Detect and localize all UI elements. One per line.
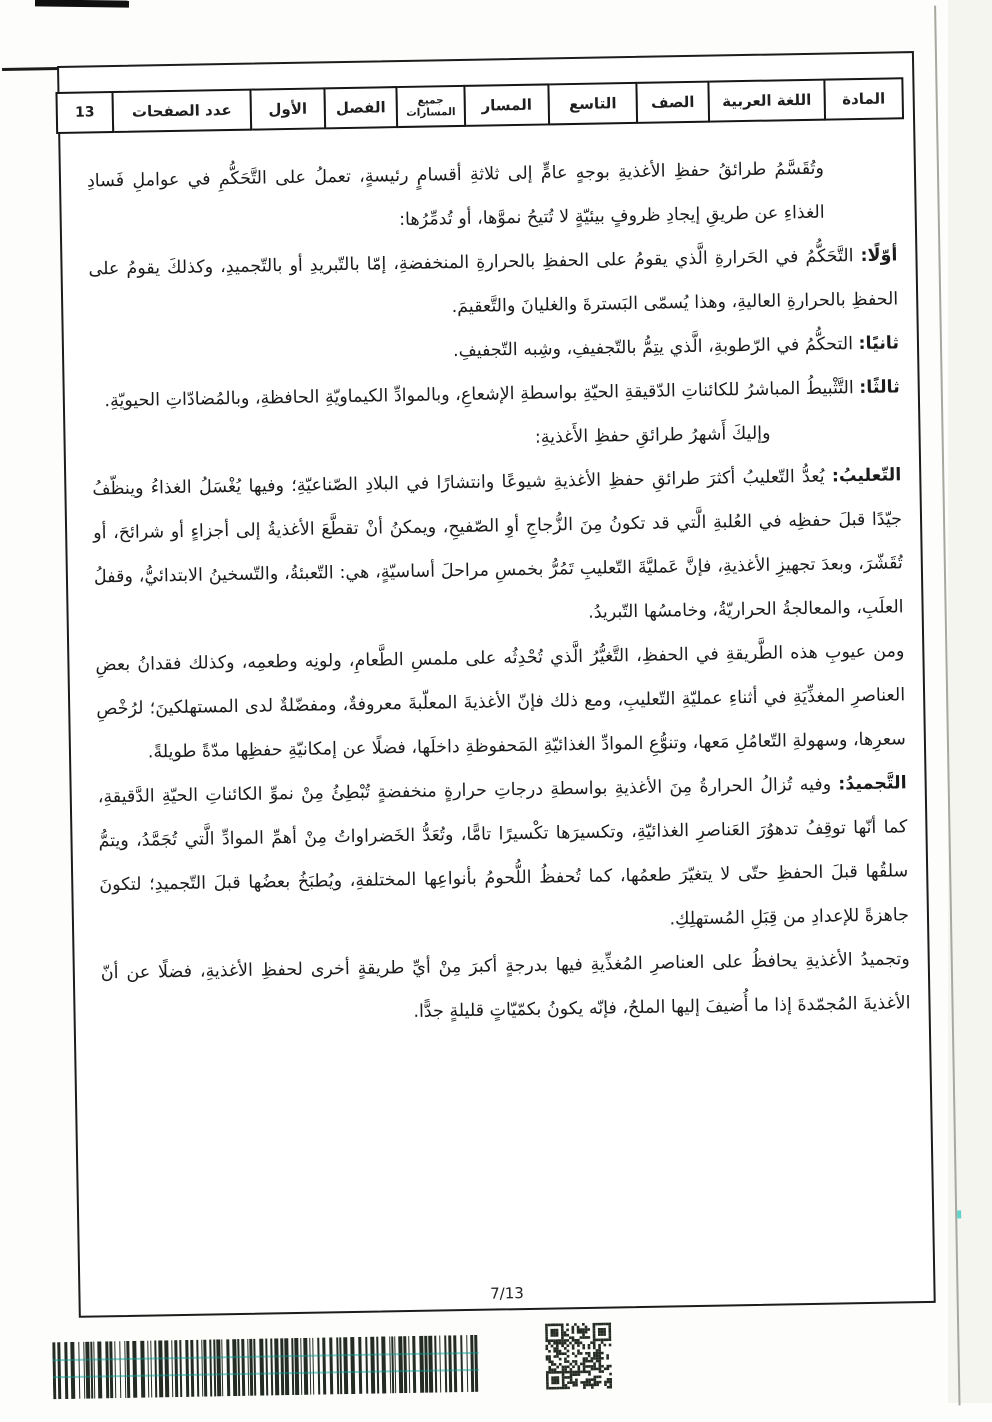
header-cell-track-value: جميع المسارات [395, 85, 466, 128]
paragraph-lead: ثالثًا: [859, 377, 900, 399]
paragraph-lead: ثانيًا: [858, 333, 900, 355]
header-table [35, 77, 904, 134]
paragraph-lead: التَّجميدُ: [838, 773, 907, 795]
barcode-icon [52, 1335, 479, 1399]
header-cell-subject-label: المادة [823, 77, 904, 120]
paragraph-lead: أوّلًا: [860, 245, 898, 267]
scan-artifact-teal-tick [957, 1210, 961, 1218]
header-cell-subject-value: اللغة العربية [707, 79, 826, 123]
paragraph-freezing: التَّجميدُ: وفيه تُزالُ الحرارةُ مِنَ الأغذيةِ بواسطةِ درجاتِ حرارةٍ منخفضةٍ تُبْطِئُ مِنْ نموِّ الكائناتِ الحيّةِ الدَّقيقةِ، كما أنّها توقِفُ تدهوُرَ العَناصرِ الغذائيّةِ، وتكسيرَها تكْسيرًا تامًّا، وتُعَدُّ الخَضراواتُ مِنْ أهمِّ الموادِّ الَّتي تُجَمَّدُ، ويتمُّ سلقُها قبلَ الحفظِ حتّى لا يتغيّرَ طعمُها، كما تُحفظُ اللُّحومُ بأنواعِها المختلفةِ، ويُطبَخُ بعضُها قبلَ التّجميدِ؛ لتكونَ جاهزةً للإعدادِ من قِبَلِ المُستهلِكِ. [97, 773, 910, 930]
header-cell-pages-value: 13 [55, 91, 114, 134]
body-text [87, 145, 911, 1039]
header-cell-grade-value: التاسع [547, 82, 638, 126]
paragraph-intro: وتُقَسَّمُ طرائقُ حفظِ الأغذيةِ بوجهٍ عامٍّ إلى ثلاثةِ أقسامٍ رئيسةٍ، تعملُ على التَّحَكُّمِ في عواملِ فَسادِ الغذاءِ عن طريقِ إيجادِ ظروفٍ بيئيّةٍ لا تُتيحُ نموَّها، أو تُدمِّرُها: [86, 158, 825, 231]
scan-artifact-streak [35, 0, 129, 8]
qr-code-icon [545, 1323, 612, 1390]
paragraph-methods-intro: وإليكَ أَشهرُ طرائقِ حفظِ الأَغذيةِ: [534, 423, 771, 448]
paragraph-third: ثالثًا: التَّثْبيطُ المباشرُ للكائناتِ الدّقيقةِ الحيّةِ بواسطةِ الإشعاعِ، وبالموادِّ الكيماويّةِ الحافظةِ، وبالمُضادّاتِ الحيويّةِ. [104, 377, 900, 412]
page-number: 7/13 [489, 1284, 524, 1303]
header-cell-pages-label: عدد الصفحات [111, 89, 252, 133]
paragraph-lead: التّعليبُ: [831, 465, 902, 487]
header-cell-semester-label: الفصل [323, 86, 398, 129]
header-cell-semester-value: الأول [249, 87, 326, 130]
header-cell-grade-label: الصف [635, 81, 710, 124]
paragraph-first: أوّلًا: التَّحَكُّمُ في الحَرارةِ الَّذي يقومُ على الحفظِ بالحرارةِ المنخفضةِ، إمّا بالتّبريدِ أو بالتّجميدِ، وكذلكَ يقومُ على الحفظِ بالحرارةِ العاليةِ، وهذا يُسمّى البَسترةَ والغليانَ والتَّعقيمَ. [88, 245, 899, 318]
page-frame [57, 51, 936, 1318]
header-cell-track-label: المسار [463, 83, 550, 126]
paragraph-second: ثانيًا: التحكُّمُ في الرّطوبةِ، الَّذي يتِمُّ بالتّجفيفِ، وشِبه التّجفيفِ. [452, 333, 900, 362]
scan-artifact-frame-tail [2, 67, 59, 71]
paragraph-canning-drawbacks: ومن عيوبِ هذه الطَّريقةِ في الحفظِ، التَّغيُّرُ الَّذي تُحْدِثُه على ملمسِ الطَّعامِ، ولونِه وطعمِه، وكذلك فقدانُ بعضِ العناصرِ المغذِّيَةِ في أثناءِ عمليّةِ التّعليبِ، ومع ذلك فإنّ الأغذيةَ المعلّبةَ معروفةٌ، ومفضّلةٌ لدى المستهلكينَ؛ لرُخْصِ سعرِها، وسهولةِ التّعامُلِ مَعها، وتنوُّعِ الموادِّ الغذائيّةِ المَحفوظةِ داخلَها، فضلًا عن إمكانيّةِ حفظِها مدّةً طويلةً. [95, 641, 907, 763]
paragraph-canning: التّعليبُ: يُعدُّ التّعليبُ أكثرَ طرائقِ حفظِ الأغذيةِ شيوعًا وانتشارًا في البلادِ الصّناعيّةِ؛ وفيها يُغْسَلُ الغذاءُ وينظّفُ جيّدًا قبلَ حفظِه في العُلبةِ الَّتي قد تكونُ مِنَ الزُّجاجِ أوِ الصّفيحِ، ويمكنُ أنْ تقطَّعَ الأغذيةُ إلى أجزاءٍ أو شرائحَ، أو تُقَشّرَ، وبعدَ تجهيزِ الأغذيةِ، فإنَّ عَمليَّةَ التّعليبِ تَمُرُّ بخمسِ مراحلَ أساسيّةٍ، هي: التّعبئةُ، والتّسخينُ الابتدائيُّ، وقفلُ العلَبِ، والمعالجةُ الحراريّةُ، وخامسُها التّبريدُ. [92, 465, 904, 623]
paragraph-freezing-benefits: وتجميدُ الأغذيةِ يحافظُ على العناصرِ المُغذِّيةِ فيها بدرجةٍ أكبرَ مِنْ أيِّ طريقةٍ أخرى لحفظِ الأغذيةِ، فضلًا عن أنّ الأغذيةَ المُجمّدةَ إذا ما أُضيفَ إليها الملحُ، فإنّه يكونُ بكمّيّاتٍ قليلةٍ جدًّا. [100, 949, 911, 1022]
